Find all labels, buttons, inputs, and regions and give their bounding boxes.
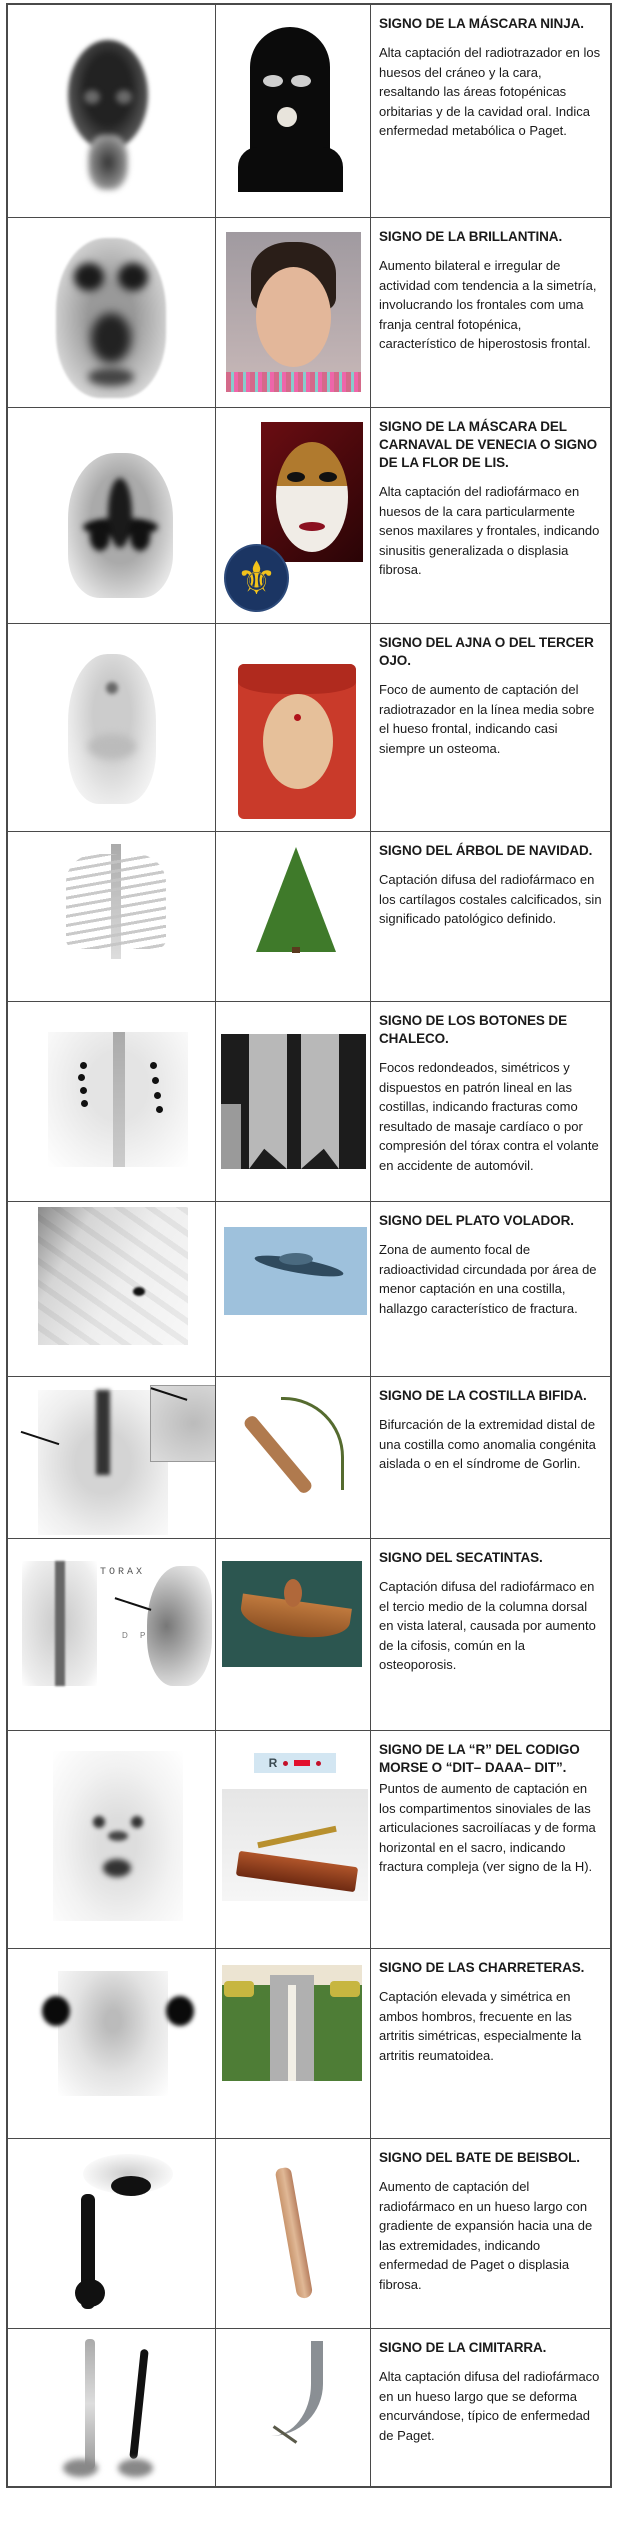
description-cell xyxy=(371,2329,610,2486)
sign-title: SIGNO DEL AJNA O DEL TERCER OJO. xyxy=(379,635,594,668)
sign-description: Captación difusa del radiofármaco en los cartílagos costales calcificados, sin significado patológico definido. xyxy=(379,872,602,926)
table-row xyxy=(8,1377,610,1539)
baseball-bat-image xyxy=(276,2167,316,2302)
ink-blotter-image xyxy=(222,1561,362,1667)
sign-title: SIGNO DE LA BRILLANTINA. xyxy=(379,229,563,244)
tibia-scan-image xyxy=(63,2334,163,2479)
balaclava-ninja-mask-image xyxy=(228,27,353,192)
table-row xyxy=(8,1949,610,2139)
scan-cell xyxy=(8,1202,216,1376)
morse-r-code-icon xyxy=(254,1753,336,1773)
sign-description: Alta captación del radiotrazador en los huesos del cráneo y la cara, resaltando las áreas fotopénicas orbitarias y de la cavidad oral. Indica enfermedad metabólica o Paget. xyxy=(379,45,601,138)
sign-title: SIGNO DE LA “R” DEL CODIGO MORSE O “DIT– DAAA– DIT”. xyxy=(379,1742,580,1775)
vest-with-buttons-image xyxy=(221,1034,366,1169)
scan-cell xyxy=(8,832,216,1001)
skull-scan-image xyxy=(68,654,156,804)
woman-with-bindi-image xyxy=(238,664,356,819)
analogy-cell xyxy=(216,5,371,217)
description-cell xyxy=(371,218,610,407)
sign-description: Focos redondeados, simétricos y dispuestos en patrón lineal en las costillas, indicando fracturas como resultado de masaje cardíaco o por compresión del tórax contra el volante en accidente de automóvil. xyxy=(379,1060,599,1173)
sign-description: Puntos de aumento de captación en los compartimentos sinoviales de las articulaciones sacroilíacas y de forma horizontal en el sacro, indicando fractura compleja (ver signo de la H). xyxy=(379,1781,596,1874)
chest-scan-image xyxy=(48,1032,188,1167)
analogy-cell xyxy=(216,624,371,831)
scan-cell xyxy=(8,1539,216,1730)
analogy-cell xyxy=(216,218,371,407)
sign-title: SIGNO DEL SECATINTAS. xyxy=(379,1550,543,1565)
flying-saucer-image xyxy=(224,1227,367,1315)
analogy-cell xyxy=(216,2139,371,2328)
analogy-cell xyxy=(216,1731,371,1948)
scan-cell xyxy=(8,1002,216,1201)
description-cell xyxy=(371,408,610,623)
femur-scan-image xyxy=(53,2144,183,2324)
signs-table xyxy=(6,3,612,2488)
fleur-de-lis-icon: ⚜ xyxy=(224,544,289,612)
shoulders-scan-image xyxy=(28,1971,198,2101)
analogy-cell xyxy=(216,1539,371,1730)
table-row xyxy=(8,1731,610,1949)
sign-title: SIGNO DEL BATE DE BEISBOL. xyxy=(379,2150,580,2165)
sign-title: SIGNO DE LA COSTILLA BIFIDA. xyxy=(379,1388,587,1403)
skull-scan-image xyxy=(56,238,166,398)
skull-scan-image xyxy=(68,453,173,598)
scan-cell xyxy=(8,408,216,623)
scimitar-image xyxy=(271,2341,321,2456)
sign-description: Aumento bilateral e irregular de actividad com tendencia a la simetría, involucrando los frontales com uma franja central fotopénica, característico de hiperostosis frontal. xyxy=(379,258,597,351)
sign-description: Zona de aumento focal de radioactividad circundada por área de menor captación en una costilla, hallazgo característico de fractura. xyxy=(379,1242,597,1316)
description-cell xyxy=(371,832,610,1001)
sign-description: Alta captación del radiofármaco en huesos de la cara particularmente senos maxilares y frontales, indicando sinusitis generalizada o displasia fibrosa. xyxy=(379,484,600,577)
military-jacket-epaulettes-image xyxy=(222,1965,362,2081)
scan-cell xyxy=(8,624,216,831)
description-cell xyxy=(371,2139,610,2328)
torax-label: TORAX xyxy=(100,1567,146,1578)
scan-cell xyxy=(8,2139,216,2328)
sign-description: Foco de aumento de captación del radiotrazador en la línea media sobre el hueso frontal, indicando casi siempre un osteoma. xyxy=(379,682,595,756)
description-cell xyxy=(371,1539,610,1730)
slingshot-image xyxy=(241,1397,351,1497)
skull-scan-image xyxy=(68,40,148,200)
chest-scan-with-arrows-image xyxy=(38,1385,213,1535)
table-row xyxy=(8,408,610,624)
d-label: D xyxy=(122,1631,128,1640)
analogy-cell xyxy=(216,2329,371,2486)
scan-cell xyxy=(8,218,216,407)
scan-cell xyxy=(8,5,216,217)
table-row xyxy=(8,218,610,408)
table-row xyxy=(8,5,610,218)
description-cell xyxy=(371,1377,610,1538)
thorax-scan-image xyxy=(22,1561,212,1686)
sign-description: Aumento de captación del radiofármaco en un hueso largo con gradiente de expansión hacia una de las extremidades, indicando enfermedad de Paget o displasia fibrosa. xyxy=(379,2179,593,2292)
description-cell xyxy=(371,1002,610,1201)
morse-letter: R xyxy=(268,1756,278,1770)
analogy-cell xyxy=(216,1377,371,1538)
sign-description: Alta captación difusa del radiofármaco en un hueso largo que se deforma encurvándose, típico de enfermedad de Paget. xyxy=(379,2369,600,2443)
sign-description: Captación elevada y simétrica en ambos hombros, frecuente en las artritis simétricas, especialmente la artritis reumatoidea. xyxy=(379,1989,582,2063)
sign-title: SIGNO DE LAS CHARRETERAS. xyxy=(379,1960,585,1975)
analogy-cell xyxy=(216,1202,371,1376)
table-row xyxy=(8,1002,610,1202)
venetian-mask-image xyxy=(261,422,363,562)
sign-title: SIGNO DE LA MÁSCARA DEL CARNAVAL DE VENECIA O SIGNO DE LA FLOR DE LIS. xyxy=(379,419,598,470)
description-cell xyxy=(371,1731,610,1948)
description-cell xyxy=(371,624,610,831)
sign-title: SIGNO DE LOS BOTONES DE CHALECO. xyxy=(379,1013,567,1046)
scan-cell xyxy=(8,1377,216,1538)
christmas-tree-image xyxy=(256,847,336,952)
description-cell xyxy=(371,1949,610,2138)
sign-description: Bifurcación de la extremidad distal de una costilla como anomalia congénita aislada o en el síndrome de Gorlin. xyxy=(379,1417,596,1471)
rib-focal-scan-image xyxy=(38,1207,188,1345)
table-row xyxy=(8,2329,610,2486)
scan-cell xyxy=(8,1949,216,2138)
sign-title: SIGNO DE LA CIMITARRA. xyxy=(379,2340,547,2355)
table-row xyxy=(8,1539,610,1731)
description-cell xyxy=(371,1202,610,1376)
sign-description: Captación difusa del radiofármaco en el tercio medio de la columna dorsal en vista lateral, causada por aumento de la cifosis, común en la osteoporosis. xyxy=(379,1579,596,1672)
sign-title: SIGNO DEL PLATO VOLADOR. xyxy=(379,1213,574,1228)
telegraph-key-image xyxy=(222,1789,368,1901)
table-row xyxy=(8,832,610,1002)
table-row xyxy=(8,1202,610,1377)
scan-cell xyxy=(8,2329,216,2486)
table-row xyxy=(8,624,610,832)
p-label: P xyxy=(140,1631,146,1640)
table-row xyxy=(8,2139,610,2329)
analogy-cell xyxy=(216,408,371,623)
pelvis-scan-image xyxy=(53,1751,183,1921)
sign-title: SIGNO DEL ÁRBOL DE NAVIDAD. xyxy=(379,843,593,858)
scan-cell xyxy=(8,1731,216,1948)
analogy-cell xyxy=(216,1002,371,1201)
analogy-cell xyxy=(216,1949,371,2138)
ribcage-scan-image xyxy=(66,844,166,959)
analogy-cell xyxy=(216,832,371,1001)
sign-title: SIGNO DE LA MÁSCARA NINJA. xyxy=(379,16,584,31)
woman-slicked-hair-image xyxy=(226,232,361,392)
description-cell xyxy=(371,5,610,217)
